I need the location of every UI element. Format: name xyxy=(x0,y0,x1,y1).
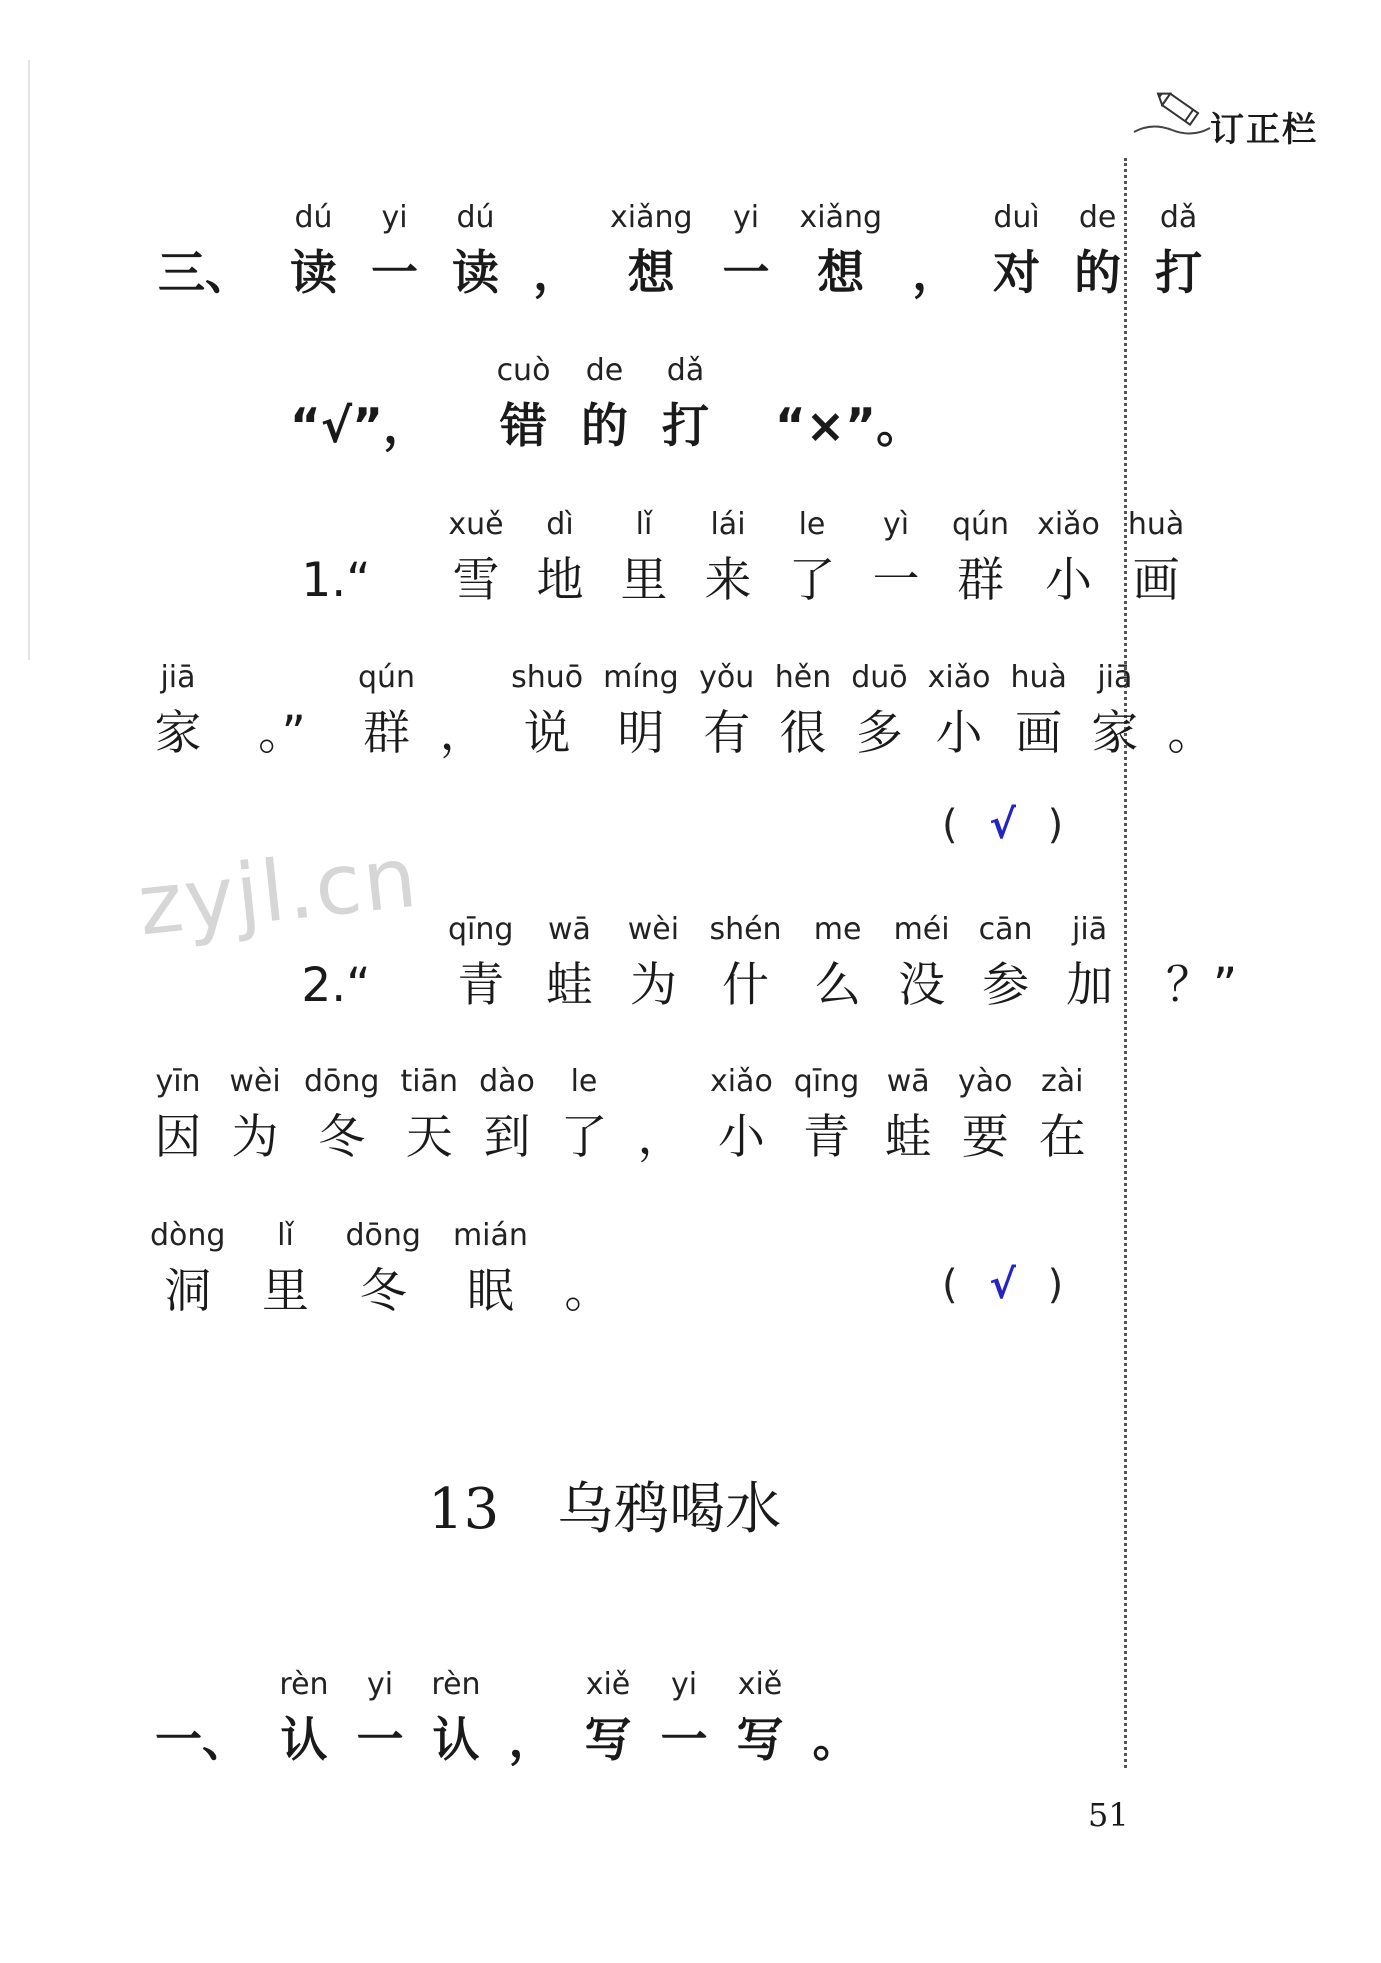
annotated-char xyxy=(345,1216,420,1328)
annotated-char xyxy=(1146,910,1258,1022)
pinyin: jiā xyxy=(1072,912,1108,947)
hanzi: 小 xyxy=(935,706,983,761)
pinyin: yǒu xyxy=(699,660,755,695)
annotated-char xyxy=(775,658,831,770)
pinyin: rèn xyxy=(431,1667,481,1702)
pinyin: jiā xyxy=(1097,660,1133,695)
hanzi: 群 xyxy=(957,553,1005,608)
hanzi: 蛙 xyxy=(884,1110,932,1165)
annotated-char xyxy=(506,1665,558,1777)
annotated-char xyxy=(1163,658,1219,770)
item1-question-line1 xyxy=(252,505,1212,617)
annotated-char xyxy=(278,1665,330,1777)
hanzi: “√”， xyxy=(289,399,431,454)
hanzi: 一 xyxy=(356,1713,404,1768)
hanzi: 打 xyxy=(1155,246,1203,301)
hanzi: 来 xyxy=(704,553,752,608)
annotated-char xyxy=(989,198,1044,310)
annotated-char xyxy=(560,1216,616,1328)
hanzi: 加 xyxy=(1066,958,1114,1013)
annotated-char xyxy=(709,910,781,1022)
annotated-char xyxy=(448,198,503,310)
hanzi: 青 xyxy=(457,958,505,1013)
page-number: 51 xyxy=(1088,1796,1129,1834)
annotated-char xyxy=(1010,658,1066,770)
annotated-char xyxy=(633,1062,689,1174)
annotated-char xyxy=(699,658,755,770)
item2-check-mark: √ xyxy=(989,1262,1016,1308)
annotated-char xyxy=(658,351,713,463)
hanzi: 里 xyxy=(261,1264,309,1319)
chapter-heading xyxy=(428,1465,781,1545)
annotated-char xyxy=(532,505,588,617)
hanzi: ， xyxy=(508,1713,556,1768)
hanzi: 冬 xyxy=(318,1110,366,1165)
annotated-char xyxy=(286,198,341,310)
item2-answer-box: ( √ ) xyxy=(942,1262,1064,1308)
annotated-char xyxy=(304,1062,379,1174)
hanzi: 打 xyxy=(662,399,709,454)
annotated-char xyxy=(658,1665,710,1777)
annotated-char xyxy=(880,1062,936,1174)
pinyin: duō xyxy=(851,660,908,695)
pinyin: yi xyxy=(732,200,760,235)
pinyin: xiǎng xyxy=(610,200,693,235)
pinyin: méi xyxy=(893,912,950,947)
annotated-char xyxy=(1034,1062,1090,1174)
hanzi: 的 xyxy=(581,399,628,454)
hanzi: ， xyxy=(439,706,487,761)
annotated-char xyxy=(252,505,420,617)
watermark: zyjl.cn xyxy=(133,827,423,955)
pinyin: rèn xyxy=(279,1667,329,1702)
pinyin: qīng xyxy=(448,912,514,947)
hanzi: 为 xyxy=(629,958,677,1013)
annotated-char xyxy=(603,658,679,770)
pinyin: tiān xyxy=(400,1064,458,1099)
pinyin: yīn xyxy=(155,1064,201,1099)
annotated-char xyxy=(354,1665,406,1777)
hanzi: 冬 xyxy=(359,1264,407,1319)
annotated-char xyxy=(226,658,338,770)
correction-column-label: 订正栏 xyxy=(1210,110,1318,150)
item1-check-mark: √ xyxy=(989,802,1016,848)
pinyin: xiǎng xyxy=(799,200,883,235)
annotated-char xyxy=(1151,198,1206,310)
annotated-char xyxy=(928,658,991,770)
hanzi: 一、 xyxy=(155,1713,249,1768)
hanzi: 1.“ xyxy=(301,553,371,608)
annotated-char xyxy=(1062,910,1118,1022)
hanzi: 多 xyxy=(855,706,903,761)
annotated-char xyxy=(400,1062,458,1174)
hanzi: 要 xyxy=(961,1110,1009,1165)
item2-question-line3 xyxy=(150,1216,648,1328)
hanzi: ， xyxy=(637,1110,685,1165)
pinyin: dòng xyxy=(150,1218,226,1253)
pinyin: xiǎo xyxy=(709,1064,773,1099)
pinyin: dào xyxy=(479,1064,535,1099)
pinyin: yi xyxy=(670,1667,698,1702)
pinyin: yi xyxy=(381,200,408,235)
item1-question-line2 xyxy=(150,658,1239,770)
pinyin: dōng xyxy=(345,1218,421,1253)
annotated-char xyxy=(479,1062,535,1174)
chapter-number: 13 xyxy=(428,1477,500,1542)
annotated-char xyxy=(1070,198,1125,310)
pinyin: hěn xyxy=(774,660,832,695)
annotated-char xyxy=(957,1062,1013,1174)
annotated-char xyxy=(810,1665,862,1777)
annotated-char xyxy=(150,1665,254,1777)
annotated-char xyxy=(719,198,774,310)
hanzi: 了 xyxy=(788,553,836,608)
annotated-char xyxy=(784,505,840,617)
hanzi: 什 xyxy=(722,958,769,1013)
pinyin: qīng xyxy=(793,1064,860,1099)
hanzi: 。” xyxy=(258,706,306,761)
pinyin: lǐ xyxy=(635,507,653,542)
pinyin: dǎ xyxy=(1159,200,1198,235)
hanzi: 。 xyxy=(812,1713,860,1768)
pinyin: míng xyxy=(603,660,679,695)
pinyin: dǎ xyxy=(666,353,705,388)
pinyin: huà xyxy=(1127,507,1185,542)
pinyin: shén xyxy=(709,912,782,947)
annotated-char xyxy=(257,1216,313,1328)
hanzi: 一 xyxy=(872,553,920,608)
hanzi: 写 xyxy=(736,1713,784,1768)
pinyin: xiǎo xyxy=(1037,507,1100,542)
pinyin: wā xyxy=(547,912,591,947)
annotated-char xyxy=(453,1216,528,1328)
annotated-char xyxy=(908,198,963,310)
pinyin: lǐ xyxy=(277,1218,294,1253)
annotated-char xyxy=(952,505,1009,617)
annotated-char xyxy=(868,505,924,617)
pinyin: dōng xyxy=(304,1064,380,1099)
annotated-char xyxy=(978,910,1034,1022)
pinyin: xiǎo xyxy=(927,660,991,695)
pinyin: dú xyxy=(456,200,495,235)
pinyin: cān xyxy=(978,912,1033,947)
hanzi: ， xyxy=(533,246,580,301)
item2-question-line2 xyxy=(150,1062,1111,1174)
pinyin: lái xyxy=(710,507,746,542)
hanzi: 天 xyxy=(405,1110,453,1165)
hanzi: 青 xyxy=(803,1110,851,1165)
left-edge-rule xyxy=(28,60,30,660)
hanzi: 雪 xyxy=(452,553,500,608)
annotated-char xyxy=(616,505,672,617)
annotated-char xyxy=(150,1062,206,1174)
pinyin: wèi xyxy=(229,1064,281,1099)
pinyin: yì xyxy=(882,507,910,542)
annotated-char xyxy=(800,198,883,310)
annotated-char xyxy=(358,658,415,770)
annotated-char xyxy=(430,1665,482,1777)
hanzi: 。 xyxy=(1167,706,1215,761)
pinyin: duì xyxy=(993,200,1040,235)
pinyin: mián xyxy=(452,1218,528,1253)
annotated-char xyxy=(739,351,959,463)
pinyin: xiě xyxy=(585,1667,631,1702)
hanzi: 小 xyxy=(1044,553,1092,608)
section3-instruction-line1 xyxy=(150,198,1232,310)
hanzi: 了 xyxy=(560,1110,608,1165)
item2-question-line1 xyxy=(252,910,1286,1022)
hanzi: 明 xyxy=(617,706,665,761)
hanzi: 很 xyxy=(779,706,827,761)
annotated-char xyxy=(1037,505,1100,617)
hanzi: 么 xyxy=(814,958,862,1013)
hanzi: 认 xyxy=(432,1713,480,1768)
hanzi: 错 xyxy=(500,399,547,454)
annotated-char xyxy=(577,351,632,463)
section1-instruction xyxy=(150,1665,886,1777)
annotated-char xyxy=(511,658,583,770)
hanzi: 眠 xyxy=(466,1264,514,1319)
hanzi: 家 xyxy=(1091,706,1139,761)
annotated-char xyxy=(700,505,756,617)
hanzi: 。 xyxy=(564,1264,612,1319)
annotated-char xyxy=(610,198,693,310)
hanzi: 一 xyxy=(722,246,770,301)
annotated-char xyxy=(734,1665,786,1777)
annotated-char xyxy=(367,198,422,310)
pinyin: cuò xyxy=(496,353,551,388)
annotated-char xyxy=(541,910,597,1022)
pinyin: le xyxy=(570,1064,598,1099)
pinyin: me xyxy=(813,912,862,947)
hanzi: 的 xyxy=(1074,246,1122,301)
annotated-char xyxy=(710,1062,773,1174)
pinyin: huà xyxy=(1010,660,1067,695)
pinyin: qún xyxy=(358,660,416,695)
hanzi: 没 xyxy=(898,958,946,1013)
hanzi: 因 xyxy=(154,1110,202,1165)
hanzi: ， xyxy=(912,246,960,301)
annotated-char xyxy=(1087,658,1143,770)
annotated-char xyxy=(150,658,206,770)
pencil-icon xyxy=(1132,92,1212,142)
hanzi: 洞 xyxy=(164,1264,212,1319)
pinyin: de xyxy=(1078,200,1117,235)
annotated-char xyxy=(794,1062,859,1174)
hanzi: 想 xyxy=(627,246,675,301)
annotated-char xyxy=(252,910,420,1022)
annotated-char xyxy=(496,351,551,463)
annotated-char xyxy=(150,1216,225,1328)
hanzi: 到 xyxy=(483,1110,531,1165)
annotated-char xyxy=(150,198,260,310)
hanzi: 画 xyxy=(1015,706,1063,761)
annotated-char xyxy=(448,910,513,1022)
pinyin: yi xyxy=(366,1667,394,1702)
pinyin: shuō xyxy=(511,660,584,695)
annotated-char xyxy=(625,910,681,1022)
hanzi: 里 xyxy=(620,553,668,608)
hanzi: 读 xyxy=(290,246,337,301)
hanzi: 为 xyxy=(231,1110,279,1165)
hanzi: 认 xyxy=(280,1713,328,1768)
pinyin: yào xyxy=(957,1064,1013,1099)
hanzi: 对 xyxy=(993,246,1041,301)
chapter-title: 乌鸦喝水 xyxy=(557,1477,782,1542)
hanzi: 画 xyxy=(1132,553,1180,608)
hanzi: 读 xyxy=(452,246,499,301)
annotated-char xyxy=(250,351,470,463)
annotated-char xyxy=(529,198,584,310)
hanzi: 在 xyxy=(1038,1110,1086,1165)
hanzi: 三、 xyxy=(158,246,252,301)
pinyin: xiě xyxy=(737,1667,783,1702)
pinyin: wèi xyxy=(627,912,680,947)
hanzi: 家 xyxy=(154,706,202,761)
hanzi: 地 xyxy=(536,553,584,608)
pinyin: qún xyxy=(952,507,1010,542)
hanzi: 蛙 xyxy=(545,958,593,1013)
pinyin: dì xyxy=(546,507,574,542)
hanzi: 想 xyxy=(817,246,865,301)
pinyin: le xyxy=(798,507,826,542)
annotated-char xyxy=(448,505,504,617)
hanzi: 写 xyxy=(584,1713,632,1768)
pinyin: wā xyxy=(886,1064,930,1099)
pinyin: zài xyxy=(1041,1064,1084,1099)
annotated-char xyxy=(851,658,907,770)
hanzi: 一 xyxy=(660,1713,708,1768)
hanzi: 2.“ xyxy=(301,958,371,1013)
annotated-char xyxy=(1128,505,1184,617)
hanzi: 说 xyxy=(523,706,571,761)
pinyin: de xyxy=(585,353,624,388)
hanzi: 小 xyxy=(717,1110,765,1165)
pinyin: xuě xyxy=(448,507,504,542)
hanzi: 参 xyxy=(982,958,1030,1013)
annotated-char xyxy=(810,910,866,1022)
hanzi: ？” xyxy=(1165,958,1238,1013)
hanzi: 群 xyxy=(363,706,411,761)
annotated-char xyxy=(227,1062,283,1174)
section3-instruction-line2 xyxy=(250,351,985,463)
annotated-char xyxy=(894,910,950,1022)
pinyin: jiā xyxy=(160,660,196,695)
hanzi: “×”。 xyxy=(774,399,924,454)
annotated-char xyxy=(556,1062,612,1174)
item1-answer-box: ( √ ) xyxy=(942,802,1064,848)
annotated-char xyxy=(435,658,491,770)
hanzi: 一 xyxy=(371,246,418,301)
hanzi: 有 xyxy=(703,706,751,761)
pinyin: dú xyxy=(294,200,333,235)
annotated-char xyxy=(582,1665,634,1777)
